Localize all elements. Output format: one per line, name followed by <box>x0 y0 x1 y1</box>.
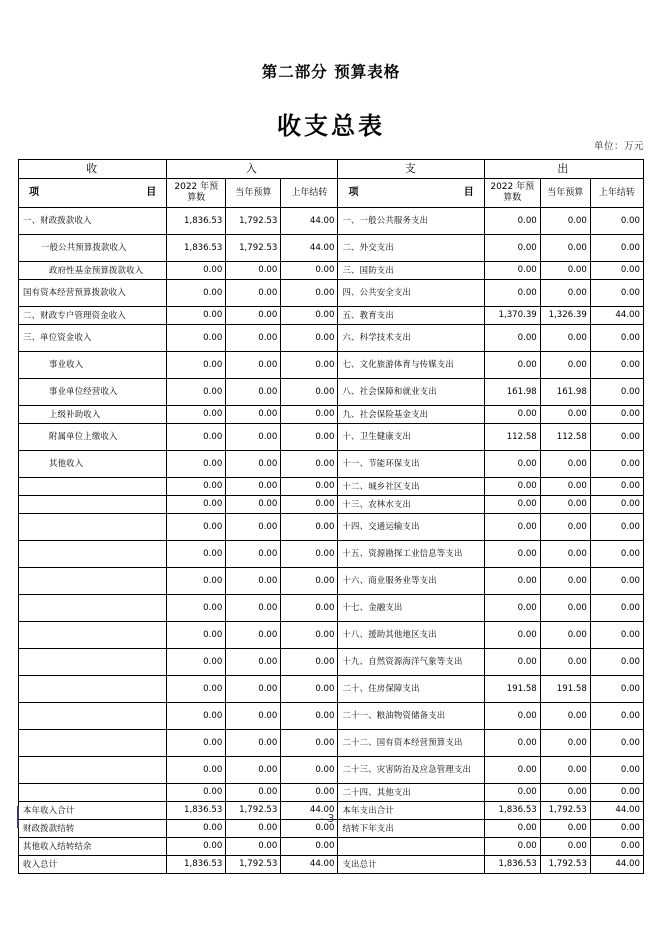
income-carryover-value: 0.00 <box>281 325 338 352</box>
income-carryover-header: 上年结转 <box>281 179 338 208</box>
income-item-label: 政府性基金预算拨款收入 <box>19 262 167 280</box>
expense-carryover-value: 0.00 <box>590 262 643 280</box>
expense-item-label: 二十四、其他支出 <box>338 784 484 802</box>
table-row <box>19 406 644 424</box>
income-item-header-left: 项 <box>29 187 39 199</box>
expense-item-header-left: 项 <box>348 187 359 199</box>
income-budget2022-value: 0.00 <box>167 757 226 784</box>
income-item-label <box>19 676 167 703</box>
income-currentyear-value: 0.00 <box>226 352 281 379</box>
expense-currentyear-value: 0.00 <box>540 703 590 730</box>
expense-currentyear-value: 0.00 <box>540 208 590 235</box>
budget-summary-table <box>18 159 644 874</box>
table-footer-row <box>19 838 644 856</box>
income-carryover-value: 0.00 <box>281 676 338 703</box>
expense-total-carryover: 0.00 <box>590 820 643 838</box>
part-title: 第二部分 预算表格 <box>261 63 401 81</box>
expense-item-label: 十九、自然资源海洋气象等支出 <box>338 649 484 676</box>
table-row <box>19 451 644 478</box>
table-row <box>19 514 644 541</box>
income-carryover-value: 0.00 <box>281 541 338 568</box>
income-item-label: 一、财政拨款收入 <box>19 208 167 235</box>
income-total-carryover: 0.00 <box>281 820 338 838</box>
income-total-currentyear: 1,792.53 <box>226 856 281 874</box>
income-currentyear-value: 1,792.53 <box>226 235 281 262</box>
expense-item-label: 十七、金融支出 <box>338 595 484 622</box>
expense-currentyear-value: 0.00 <box>540 496 590 514</box>
income-item-label <box>19 730 167 757</box>
expense-budget2022-value: 0.00 <box>484 262 540 280</box>
income-item-label: 二、财政专户管理资金收入 <box>19 307 167 325</box>
income-currentyear-value: 0.00 <box>226 649 281 676</box>
income-budget2022-value: 0.00 <box>167 622 226 649</box>
expense-currentyear-value: 0.00 <box>540 262 590 280</box>
expense-item-label: 二、外交支出 <box>338 235 484 262</box>
income-item-label <box>19 496 167 514</box>
table-row <box>19 208 644 235</box>
expense-budget2022-header: 2022 年预算数 <box>484 179 540 208</box>
income-total-budget2022: 1,836.53 <box>167 802 226 820</box>
income-carryover-value: 0.00 <box>281 307 338 325</box>
expense-budget2022-value: 191.58 <box>484 676 540 703</box>
income-currentyear-value: 0.00 <box>226 280 281 307</box>
table-row <box>19 676 644 703</box>
income-total-currentyear: 1,792.53 <box>226 802 281 820</box>
table-row <box>19 235 644 262</box>
expense-budget2022-value: 0.00 <box>484 784 540 802</box>
income-budget2022-header: 2022 年预算数 <box>167 179 226 208</box>
table-row <box>19 730 644 757</box>
income-budget2022-value: 0.00 <box>167 676 226 703</box>
expense-total-label: 本年支出合计 <box>338 802 484 820</box>
income-currentyear-value: 0.00 <box>226 595 281 622</box>
expense-carryover-value: 0.00 <box>590 676 643 703</box>
expense-carryover-header: 上年结转 <box>590 179 643 208</box>
group-header-row <box>19 160 644 179</box>
expense-item-label: 十八、援助其他地区支出 <box>338 622 484 649</box>
income-budget2022-value: 0.00 <box>167 325 226 352</box>
income-currentyear-value: 0.00 <box>226 568 281 595</box>
income-carryover-value: 44.00 <box>281 208 338 235</box>
expense-item-label: 二十一、粮油物资储备支出 <box>338 703 484 730</box>
income-budget2022-value: 0.00 <box>167 280 226 307</box>
income-currentyear-value: 0.00 <box>226 622 281 649</box>
income-item-label <box>19 649 167 676</box>
page-title: 收支总表 <box>277 112 385 140</box>
expense-currentyear-value: 0.00 <box>540 280 590 307</box>
income-carryover-value: 0.00 <box>281 424 338 451</box>
expense-budget2022-value: 0.00 <box>484 406 540 424</box>
expense-budget2022-value: 0.00 <box>484 595 540 622</box>
table-row <box>19 541 644 568</box>
income-total-carryover: 44.00 <box>281 802 338 820</box>
income-item-label <box>19 541 167 568</box>
income-carryover-value: 0.00 <box>281 649 338 676</box>
expense-total-budget2022: 0.00 <box>484 838 540 856</box>
expense-item-header <box>338 179 484 208</box>
income-item-label <box>19 622 167 649</box>
income-item-label <box>19 514 167 541</box>
income-carryover-value: 44.00 <box>281 235 338 262</box>
table-row <box>19 379 644 406</box>
income-budget2022-value: 0.00 <box>167 703 226 730</box>
expense-item-label: 九、社会保险基金支出 <box>338 406 484 424</box>
income-carryover-value: 0.00 <box>281 406 338 424</box>
income-item-label <box>19 568 167 595</box>
income-item-label <box>19 757 167 784</box>
income-currentyear-value: 0.00 <box>226 784 281 802</box>
expense-budget2022-value: 0.00 <box>484 325 540 352</box>
expense-currentyear-value: 0.00 <box>540 514 590 541</box>
expense-item-label: 十五、资源勘探工业信息等支出 <box>338 541 484 568</box>
income-item-label: 三、单位资金收入 <box>19 325 167 352</box>
expense-currentyear-value: 191.58 <box>540 676 590 703</box>
income-item-label: 其他收入 <box>19 451 167 478</box>
income-currentyear-header: 当年预算 <box>226 179 281 208</box>
table-row <box>19 595 644 622</box>
income-budget2022-value: 0.00 <box>167 307 226 325</box>
expense-budget2022-value: 161.98 <box>484 379 540 406</box>
income-carryover-value: 0.00 <box>281 595 338 622</box>
income-budget2022-value: 0.00 <box>167 379 226 406</box>
income-budget2022-value: 0.00 <box>167 649 226 676</box>
income-item-label <box>19 703 167 730</box>
income-carryover-value: 0.00 <box>281 496 338 514</box>
expense-carryover-value: 0.00 <box>590 352 643 379</box>
expense-item-header-right: 目 <box>463 187 474 199</box>
income-currentyear-value: 1,792.53 <box>226 208 281 235</box>
expense-budget2022-value: 0.00 <box>484 541 540 568</box>
table-row <box>19 280 644 307</box>
income-item-header-right: 目 <box>146 187 157 199</box>
expense-budget2022-value: 0.00 <box>484 730 540 757</box>
expense-currentyear-value: 0.00 <box>540 757 590 784</box>
expense-currentyear-value: 0.00 <box>540 352 590 379</box>
income-total-label: 其他收入结转结余 <box>19 838 167 856</box>
income-budget2022-value: 0.00 <box>167 451 226 478</box>
expense-item-label: 十、卫生健康支出 <box>338 424 484 451</box>
expense-carryover-value: 0.00 <box>590 514 643 541</box>
income-currentyear-value: 0.00 <box>226 703 281 730</box>
income-total-label: 收入总计 <box>19 856 167 874</box>
expense-item-label: 二十三、灾害防治及应急管理支出 <box>338 757 484 784</box>
table-row <box>19 496 644 514</box>
expense-item-label: 一、一般公共服务支出 <box>338 208 484 235</box>
income-total-label: 本年收入合计 <box>19 802 167 820</box>
income-budget2022-value: 0.00 <box>167 541 226 568</box>
expense-total-budget2022: 0.00 <box>484 820 540 838</box>
expense-carryover-value: 0.00 <box>590 379 643 406</box>
income-carryover-value: 0.00 <box>281 478 338 496</box>
table-row <box>19 352 644 379</box>
expense-item-label: 二十二、国有资本经营预算支出 <box>338 730 484 757</box>
income-budget2022-value: 0.00 <box>167 478 226 496</box>
expense-currentyear-value: 0.00 <box>540 730 590 757</box>
income-currentyear-value: 0.00 <box>226 496 281 514</box>
expense-budget2022-value: 1,370.39 <box>484 307 540 325</box>
income-item-label <box>19 478 167 496</box>
expense-item-label: 七、文化旅游体育与传媒支出 <box>338 352 484 379</box>
expense-total-budget2022: 1,836.53 <box>484 802 540 820</box>
expense-item-label: 十四、交通运输支出 <box>338 514 484 541</box>
expense-carryover-value: 0.00 <box>590 541 643 568</box>
income-currentyear-value: 0.00 <box>226 379 281 406</box>
income-carryover-value: 0.00 <box>281 379 338 406</box>
income-budget2022-value: 0.00 <box>167 568 226 595</box>
table-body <box>19 160 644 874</box>
expense-currentyear-value: 0.00 <box>540 595 590 622</box>
expense-total-currentyear: 0.00 <box>540 838 590 856</box>
income-carryover-value: 0.00 <box>281 451 338 478</box>
expense-budget2022-value: 112.58 <box>484 424 540 451</box>
table-row <box>19 622 644 649</box>
income-budget2022-value: 1,836.53 <box>167 235 226 262</box>
income-item-label <box>19 784 167 802</box>
expense-currentyear-value: 0.00 <box>540 622 590 649</box>
expense-group-left: 支 <box>338 160 484 179</box>
expense-currentyear-value: 112.58 <box>540 424 590 451</box>
expense-total-currentyear: 1,792.53 <box>540 856 590 874</box>
expense-budget2022-value: 0.00 <box>484 514 540 541</box>
expense-total-budget2022: 1,836.53 <box>484 856 540 874</box>
income-item-label: 事业单位经营收入 <box>19 379 167 406</box>
expense-carryover-value: 0.00 <box>590 208 643 235</box>
income-item-header <box>19 179 167 208</box>
income-budget2022-value: 1,836.53 <box>167 208 226 235</box>
table-row <box>19 307 644 325</box>
expense-item-label: 十三、农林水支出 <box>338 496 484 514</box>
income-currentyear-value: 0.00 <box>226 262 281 280</box>
table-row <box>19 424 644 451</box>
income-budget2022-value: 0.00 <box>167 730 226 757</box>
income-currentyear-value: 0.00 <box>226 424 281 451</box>
income-total-budget2022: 0.00 <box>167 838 226 856</box>
expense-carryover-value: 0.00 <box>590 649 643 676</box>
expense-carryover-value: 0.00 <box>590 757 643 784</box>
table-row <box>19 703 644 730</box>
expense-item-label: 五、教育支出 <box>338 307 484 325</box>
expense-currentyear-value: 0.00 <box>540 541 590 568</box>
expense-carryover-value: 0.00 <box>590 595 643 622</box>
income-budget2022-value: 0.00 <box>167 784 226 802</box>
expense-budget2022-value: 0.00 <box>484 649 540 676</box>
income-total-carryover: 44.00 <box>281 856 338 874</box>
income-total-budget2022: 1,836.53 <box>167 856 226 874</box>
expense-budget2022-value: 0.00 <box>484 352 540 379</box>
table-row <box>19 757 644 784</box>
income-currentyear-value: 0.00 <box>226 325 281 352</box>
income-total-currentyear: 0.00 <box>226 838 281 856</box>
expense-budget2022-value: 0.00 <box>484 496 540 514</box>
income-carryover-value: 0.00 <box>281 784 338 802</box>
expense-currentyear-value: 0.00 <box>540 568 590 595</box>
income-item-label: 国有资本经营预算拨款收入 <box>19 280 167 307</box>
income-item-label: 附属单位上缴收入 <box>19 424 167 451</box>
expense-carryover-value: 0.00 <box>590 235 643 262</box>
expense-currentyear-value: 0.00 <box>540 784 590 802</box>
expense-total-carryover: 44.00 <box>590 856 643 874</box>
income-carryover-value: 0.00 <box>281 730 338 757</box>
income-currentyear-value: 0.00 <box>226 676 281 703</box>
expense-carryover-value: 0.00 <box>590 622 643 649</box>
income-budget2022-value: 0.00 <box>167 262 226 280</box>
income-total-budget2022: 0.00 <box>167 820 226 838</box>
expense-carryover-value: 0.00 <box>590 424 643 451</box>
expense-item-label: 十一、节能环保支出 <box>338 451 484 478</box>
income-total-currentyear: 0.00 <box>226 820 281 838</box>
column-header-row <box>19 179 644 208</box>
income-budget2022-value: 0.00 <box>167 406 226 424</box>
expense-budget2022-value: 0.00 <box>484 622 540 649</box>
income-item-label: 事业收入 <box>19 352 167 379</box>
expense-carryover-value: 0.00 <box>590 406 643 424</box>
income-currentyear-value: 0.00 <box>226 451 281 478</box>
page-number: - 3 - <box>320 812 342 825</box>
table-row <box>19 784 644 802</box>
table-row <box>19 478 644 496</box>
income-currentyear-value: 0.00 <box>226 514 281 541</box>
income-currentyear-value: 0.00 <box>226 730 281 757</box>
expense-carryover-value: 0.00 <box>590 703 643 730</box>
income-currentyear-value: 0.00 <box>226 406 281 424</box>
income-item-label: 一般公共预算拨款收入 <box>19 235 167 262</box>
income-budget2022-value: 0.00 <box>167 352 226 379</box>
income-currentyear-value: 0.00 <box>226 307 281 325</box>
income-carryover-value: 0.00 <box>281 514 338 541</box>
income-carryover-value: 0.00 <box>281 352 338 379</box>
income-carryover-value: 0.00 <box>281 622 338 649</box>
income-currentyear-value: 0.00 <box>226 478 281 496</box>
expense-budget2022-value: 0.00 <box>484 478 540 496</box>
expense-item-label: 三、国防支出 <box>338 262 484 280</box>
expense-item-label: 八、社会保障和就业支出 <box>338 379 484 406</box>
expense-total-carryover: 44.00 <box>590 802 643 820</box>
expense-currentyear-value: 0.00 <box>540 235 590 262</box>
income-carryover-value: 0.00 <box>281 703 338 730</box>
expense-budget2022-value: 0.00 <box>484 568 540 595</box>
table-row <box>19 568 644 595</box>
income-carryover-value: 0.00 <box>281 757 338 784</box>
expense-item-label: 六、科学技术支出 <box>338 325 484 352</box>
expense-currentyear-value: 0.00 <box>540 478 590 496</box>
expense-currentyear-value: 0.00 <box>540 451 590 478</box>
expense-item-label: 二十、住房保障支出 <box>338 676 484 703</box>
unit-note: 单位：万元 <box>593 142 644 152</box>
expense-budget2022-value: 0.00 <box>484 280 540 307</box>
income-total-carryover: 0.00 <box>281 838 338 856</box>
income-group-left: 收 <box>19 160 167 179</box>
expense-total-carryover: 0.00 <box>590 838 643 856</box>
expense-carryover-value: 0.00 <box>590 730 643 757</box>
expense-budget2022-value: 0.00 <box>484 235 540 262</box>
expense-currentyear-value: 161.98 <box>540 379 590 406</box>
expense-currentyear-value: 0.00 <box>540 406 590 424</box>
expense-carryover-value: 0.00 <box>590 496 643 514</box>
expense-currentyear-header: 当年预算 <box>540 179 590 208</box>
expense-budget2022-value: 0.00 <box>484 208 540 235</box>
table-row <box>19 325 644 352</box>
income-item-label <box>19 595 167 622</box>
expense-carryover-value: 44.00 <box>590 307 643 325</box>
income-budget2022-value: 0.00 <box>167 514 226 541</box>
expense-item-label: 十二、城乡社区支出 <box>338 478 484 496</box>
expense-total-label: 结转下年支出 <box>338 820 484 838</box>
income-budget2022-value: 0.00 <box>167 496 226 514</box>
expense-budget2022-value: 0.00 <box>484 451 540 478</box>
expense-carryover-value: 0.00 <box>590 280 643 307</box>
table-footer-row <box>19 856 644 874</box>
expense-carryover-value: 0.00 <box>590 478 643 496</box>
expense-total-label: 支出总计 <box>338 856 484 874</box>
expense-budget2022-value: 0.00 <box>484 703 540 730</box>
expense-carryover-value: 0.00 <box>590 568 643 595</box>
expense-item-label: 十六、商业服务业等支出 <box>338 568 484 595</box>
expense-currentyear-value: 1,326.39 <box>540 307 590 325</box>
table-row <box>19 262 644 280</box>
expense-total-currentyear: 0.00 <box>540 820 590 838</box>
income-currentyear-value: 0.00 <box>226 541 281 568</box>
expense-currentyear-value: 0.00 <box>540 325 590 352</box>
expense-carryover-value: 0.00 <box>590 451 643 478</box>
income-carryover-value: 0.00 <box>281 568 338 595</box>
expense-total-currentyear: 1,792.53 <box>540 802 590 820</box>
income-carryover-value: 0.00 <box>281 280 338 307</box>
income-item-label: 上级补助收入 <box>19 406 167 424</box>
income-budget2022-value: 0.00 <box>167 424 226 451</box>
table-row <box>19 649 644 676</box>
income-total-label: 财政拨款结转 <box>19 820 167 838</box>
income-group-right: 入 <box>167 160 338 179</box>
expense-item-label: 四、公共安全支出 <box>338 280 484 307</box>
expense-total-label <box>338 838 484 856</box>
income-carryover-value: 0.00 <box>281 262 338 280</box>
expense-budget2022-value: 0.00 <box>484 757 540 784</box>
expense-group-right: 出 <box>484 160 643 179</box>
expense-carryover-value: 0.00 <box>590 784 643 802</box>
expense-currentyear-value: 0.00 <box>540 649 590 676</box>
expense-carryover-value: 0.00 <box>590 325 643 352</box>
income-currentyear-value: 0.00 <box>226 757 281 784</box>
income-budget2022-value: 0.00 <box>167 595 226 622</box>
